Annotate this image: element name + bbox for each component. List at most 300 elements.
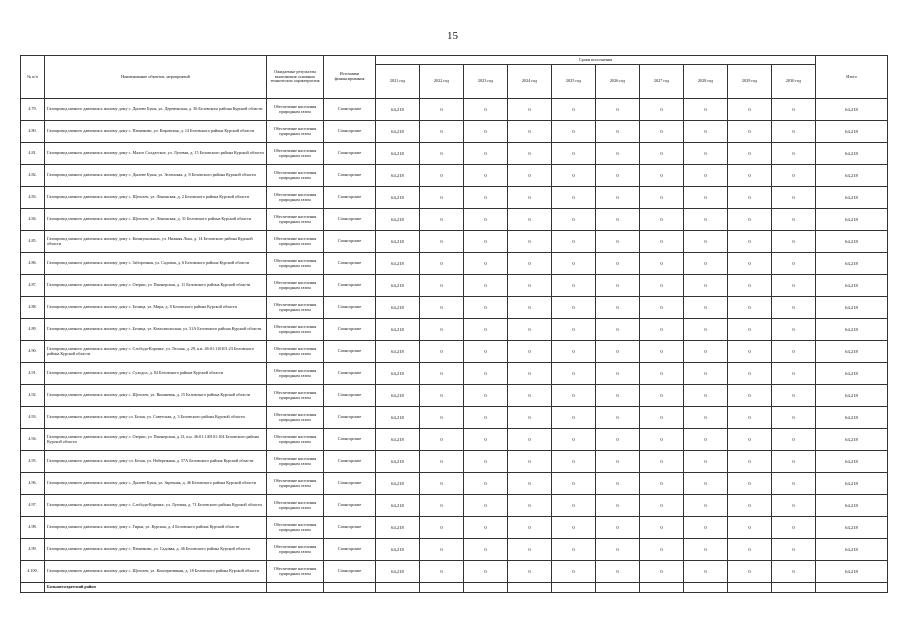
row-year-value: 0 — [728, 297, 772, 319]
row-source: Спонсорские — [324, 253, 376, 275]
row-year-value: 0 — [464, 231, 508, 253]
row-year-value: 0 — [684, 517, 728, 539]
row-name: Газопровод низкого давления к жилому дому с. Белица, ул. Мира, д. 8 Беловского района Курской области — [45, 297, 267, 319]
row-year-value: 0 — [640, 319, 684, 341]
row-year-value: 0 — [772, 99, 816, 121]
section-empty-cell — [596, 583, 640, 593]
header-year: 2025 год — [552, 65, 596, 99]
row-year-value: 0 — [464, 121, 508, 143]
row-source: Спонсорские — [324, 473, 376, 495]
row-number: 4.81. — [21, 143, 45, 165]
row-year-value: 0 — [596, 495, 640, 517]
section-empty-cell — [267, 583, 324, 593]
row-year-value: 0 — [464, 561, 508, 583]
row-year-value: 0 — [552, 539, 596, 561]
row-number: 4.86. — [21, 253, 45, 275]
table-row — [21, 363, 888, 385]
row-name: Газопровод низкого давления к жилому дому с. Щеголек, ул. Вишневая, д. 15 Беловского района Курской области — [45, 385, 267, 407]
row-year-value: 0 — [596, 385, 640, 407]
row-year-value: 0 — [728, 231, 772, 253]
row-year-value: 0 — [508, 209, 552, 231]
row-year-value: 0 — [508, 385, 552, 407]
section-empty-cell — [640, 583, 684, 593]
row-number: 4.93. — [21, 407, 45, 429]
row-year-value: 0 — [464, 319, 508, 341]
row-year-value: 0 — [640, 539, 684, 561]
row-year-value: 0 — [464, 363, 508, 385]
section-row — [21, 583, 888, 593]
row-year-value: 0 — [420, 495, 464, 517]
row-year-value: 0 — [684, 275, 728, 297]
row-year-value: 0 — [728, 319, 772, 341]
row-year-value: 0 — [684, 539, 728, 561]
row-total: 64,218 — [816, 429, 888, 451]
row-source: Спонсорские — [324, 385, 376, 407]
row-year-value: 0 — [772, 495, 816, 517]
row-year-value: 0 — [420, 231, 464, 253]
row-source: Спонсорские — [324, 297, 376, 319]
row-year-value: 0 — [728, 429, 772, 451]
row-source: Спонсорские — [324, 363, 376, 385]
row-year-value: 0 — [728, 275, 772, 297]
row-source: Спонсорские — [324, 99, 376, 121]
section-empty-cell — [420, 583, 464, 593]
row-year-value: 0 — [596, 143, 640, 165]
row-year-value: 0 — [640, 561, 684, 583]
row-year-value: 0 — [552, 385, 596, 407]
row-year-value: 0 — [420, 121, 464, 143]
row-result: Обеспечение населения природным газом — [267, 187, 324, 209]
row-source: Спонсорские — [324, 495, 376, 517]
row-source: Спонсорские — [324, 165, 376, 187]
row-year-value: 0 — [772, 165, 816, 187]
row-year-value: 0 — [420, 429, 464, 451]
section-empty-cell — [21, 583, 45, 593]
row-year-value: 0 — [684, 187, 728, 209]
row-year-value: 0 — [772, 319, 816, 341]
row-year-value: 0 — [596, 121, 640, 143]
row-number: 4.80. — [21, 121, 45, 143]
row-year-value: 0 — [552, 363, 596, 385]
row-year-value: 0 — [464, 253, 508, 275]
row-source: Спонсорские — [324, 187, 376, 209]
row-name: Газопровод низкого давления к жилому дому с. Гирьи, ул. Курская, д. 4 Беловского района Курской области — [45, 517, 267, 539]
row-source: Спонсорские — [324, 121, 376, 143]
row-name: Газопровод низкого давления к жилому дому с. Коммунальных, ул. Нижняя Лока, д. 14 Беловского района Курской области — [45, 231, 267, 253]
row-year-value: 0 — [684, 495, 728, 517]
table-row — [21, 561, 888, 583]
row-result: Обеспечение населения природным газом — [267, 143, 324, 165]
row-total: 64,218 — [816, 451, 888, 473]
row-number: 4.98. — [21, 517, 45, 539]
row-year-value: 0 — [596, 451, 640, 473]
row-year-value: 0 — [772, 253, 816, 275]
row-year-value: 0 — [684, 231, 728, 253]
row-year-value: 0 — [508, 517, 552, 539]
row-year-value: 0 — [552, 429, 596, 451]
section-empty-cell — [728, 583, 772, 593]
row-year-value: 0 — [684, 363, 728, 385]
row-year-value: 64,218 — [376, 451, 420, 473]
row-year-value: 0 — [552, 561, 596, 583]
row-year-value: 0 — [508, 275, 552, 297]
row-year-value: 0 — [596, 363, 640, 385]
row-year-value: 0 — [420, 165, 464, 187]
row-number: 4.90. — [21, 341, 45, 363]
row-year-value: 0 — [640, 517, 684, 539]
table-row — [21, 451, 888, 473]
row-year-value: 0 — [552, 253, 596, 275]
row-name: Газопровод низкого давления к жилому дому с. Малое Солдатское, ул. Луговая, д. 15 Беловского района Курской области — [45, 143, 267, 165]
row-year-value: 0 — [772, 429, 816, 451]
table-row — [21, 253, 888, 275]
table-row — [21, 385, 888, 407]
row-year-value: 0 — [552, 231, 596, 253]
header-no: № п/п — [21, 56, 45, 99]
row-number: 4.97. — [21, 495, 45, 517]
row-year-value: 0 — [464, 473, 508, 495]
row-year-value: 0 — [420, 561, 464, 583]
table-row — [21, 143, 888, 165]
table-row — [21, 209, 888, 231]
row-name: Газопровод низкого давления к жилому дому сл. Белая, ул. Советская, д. 3 Беловского района Курской области — [45, 407, 267, 429]
page-number: 15 — [447, 30, 458, 42]
row-year-value: 0 — [420, 341, 464, 363]
row-number: 4.83. — [21, 187, 45, 209]
row-year-value: 64,218 — [376, 473, 420, 495]
row-number: 4.79. — [21, 99, 45, 121]
row-year-value: 0 — [552, 341, 596, 363]
row-source: Спонсорские — [324, 209, 376, 231]
row-year-value: 0 — [684, 209, 728, 231]
row-total: 64,218 — [816, 561, 888, 583]
row-name: Газопровод низкого давления к жилому дому с. Озерки, ул. Пионерская, д.13, к.н. 46:01:140101:104 Беловского района Курской области — [45, 429, 267, 451]
row-year-value: 0 — [420, 363, 464, 385]
row-year-value: 0 — [772, 517, 816, 539]
row-result: Обеспечение населения природным газом — [267, 297, 324, 319]
row-year-value: 64,218 — [376, 495, 420, 517]
row-year-value: 0 — [464, 187, 508, 209]
table-row — [21, 99, 888, 121]
row-year-value: 0 — [728, 121, 772, 143]
row-year-value: 0 — [640, 121, 684, 143]
row-year-value: 0 — [552, 297, 596, 319]
row-year-value: 0 — [640, 99, 684, 121]
row-year-value: 64,218 — [376, 385, 420, 407]
row-result: Обеспечение населения природным газом — [267, 165, 324, 187]
row-year-value: 0 — [596, 319, 640, 341]
row-total: 64,218 — [816, 473, 888, 495]
row-result: Обеспечение населения природным газом — [267, 539, 324, 561]
row-number: 4.89. — [21, 319, 45, 341]
row-name: Газопровод низкого давления к жилому дому с. Озерки, ул. Пионерская, д. 11 Беловского района Курской области — [45, 275, 267, 297]
row-year-value: 0 — [552, 517, 596, 539]
row-year-value: 0 — [640, 187, 684, 209]
row-year-value: 0 — [420, 385, 464, 407]
row-year-value: 0 — [640, 407, 684, 429]
row-year-value: 0 — [552, 187, 596, 209]
row-year-value: 0 — [596, 275, 640, 297]
row-year-value: 0 — [772, 297, 816, 319]
row-year-value: 0 — [508, 187, 552, 209]
table-row — [21, 165, 888, 187]
row-year-value: 0 — [728, 473, 772, 495]
row-year-value: 64,218 — [376, 99, 420, 121]
header-year: 2023 год — [464, 65, 508, 99]
row-total: 64,218 — [816, 187, 888, 209]
row-year-value: 0 — [420, 319, 464, 341]
row-name: Газопровод низкого давления к жилому дому с. Дылеве Букы, ул. Зеленская, д. 8 Беловского района Курской области — [45, 165, 267, 187]
row-year-value: 0 — [640, 451, 684, 473]
header-total: Итого — [816, 56, 888, 99]
row-year-value: 0 — [640, 165, 684, 187]
row-name: Газопровод низкого давления к жилому дому сл. Белая, ул. Набережная, д. 57А Беловского района Курской области — [45, 451, 267, 473]
row-year-value: 0 — [596, 561, 640, 583]
row-year-value: 0 — [728, 407, 772, 429]
row-number: 4.84. — [21, 209, 45, 231]
table-row — [21, 407, 888, 429]
table-row — [21, 495, 888, 517]
row-year-value: 0 — [508, 99, 552, 121]
row-result: Обеспечение населения природным газом — [267, 451, 324, 473]
row-year-value: 64,218 — [376, 187, 420, 209]
row-year-value: 0 — [728, 253, 772, 275]
row-year-value: 0 — [508, 165, 552, 187]
row-total: 64,218 — [816, 275, 888, 297]
row-year-value: 0 — [728, 341, 772, 363]
section-empty-cell — [772, 583, 816, 593]
row-name: Газопровод низкого давления к жилому дому с. Суходол, д. 84 Беловского района Курской области — [45, 363, 267, 385]
row-year-value: 0 — [640, 253, 684, 275]
row-year-value: 0 — [464, 341, 508, 363]
section-empty-cell — [376, 583, 420, 593]
row-year-value: 0 — [508, 121, 552, 143]
row-name: Газопровод низкого давления к жилому дому с. Заборочная, ул. Садовая, д. 6 Беловского района Курской области — [45, 253, 267, 275]
row-year-value: 0 — [728, 539, 772, 561]
row-year-value: 0 — [728, 99, 772, 121]
row-year-value: 0 — [684, 473, 728, 495]
row-number: 4.94. — [21, 429, 45, 451]
row-year-value: 0 — [772, 385, 816, 407]
section-title: Большесолдатский район — [45, 583, 267, 593]
row-year-value: 0 — [552, 165, 596, 187]
header-year: 2026 год — [596, 65, 640, 99]
row-year-value: 0 — [640, 143, 684, 165]
row-result: Обеспечение населения природным газом — [267, 341, 324, 363]
row-result: Обеспечение населения природным газом — [267, 121, 324, 143]
row-year-value: 0 — [508, 473, 552, 495]
row-year-value: 0 — [508, 429, 552, 451]
row-total: 64,218 — [816, 143, 888, 165]
row-year-value: 0 — [684, 385, 728, 407]
section-empty-cell — [464, 583, 508, 593]
row-year-value: 0 — [596, 99, 640, 121]
row-year-value: 0 — [684, 165, 728, 187]
row-year-value: 0 — [552, 451, 596, 473]
row-year-value: 0 — [596, 407, 640, 429]
row-number: 4.99. — [21, 539, 45, 561]
header-year: 2021 год — [376, 65, 420, 99]
row-year-value: 0 — [596, 187, 640, 209]
row-year-value: 0 — [684, 429, 728, 451]
row-total: 64,218 — [816, 407, 888, 429]
row-year-value: 0 — [684, 561, 728, 583]
row-year-value: 0 — [420, 451, 464, 473]
row-year-value: 64,218 — [376, 143, 420, 165]
table-row — [21, 231, 888, 253]
row-year-value: 0 — [640, 495, 684, 517]
table-row — [21, 539, 888, 561]
row-number: 4.82. — [21, 165, 45, 187]
row-result: Обеспечение населения природным газом — [267, 275, 324, 297]
row-year-value: 64,218 — [376, 275, 420, 297]
table-row — [21, 275, 888, 297]
row-total: 64,218 — [816, 341, 888, 363]
table-row — [21, 297, 888, 319]
table-row — [21, 121, 888, 143]
row-year-value: 0 — [552, 495, 596, 517]
row-year-value: 0 — [508, 253, 552, 275]
row-total: 64,218 — [816, 385, 888, 407]
row-total: 64,218 — [816, 363, 888, 385]
row-year-value: 0 — [464, 495, 508, 517]
row-year-value: 0 — [684, 319, 728, 341]
header-year: 2028 год — [684, 65, 728, 99]
row-result: Обеспечение населения природным газом — [267, 253, 324, 275]
row-year-value: 0 — [772, 121, 816, 143]
row-source: Спонсорские — [324, 341, 376, 363]
row-year-value: 0 — [728, 209, 772, 231]
row-name: Газопровод низкого давления к жилому дому с. Слобода-Коренье, ул. Лесная, д. 29, к.н. 46:01:110101:23 Беловского района Курской области — [45, 341, 267, 363]
row-year-value: 0 — [464, 209, 508, 231]
row-total: 64,218 — [816, 539, 888, 561]
row-source: Спонсорские — [324, 451, 376, 473]
row-year-value: 0 — [420, 187, 464, 209]
row-year-value: 0 — [684, 143, 728, 165]
row-year-value: 0 — [684, 297, 728, 319]
row-year-value: 0 — [552, 473, 596, 495]
row-result: Обеспечение населения природным газом — [267, 429, 324, 451]
row-source: Спонсорские — [324, 517, 376, 539]
row-year-value: 0 — [508, 407, 552, 429]
row-name: Газопровод низкого давления к жилому дому с. Дылеве Букы, ул. Деревенская, д. 36 Беловского района Курской области — [45, 99, 267, 121]
row-year-value: 0 — [596, 341, 640, 363]
section-empty-cell — [324, 583, 376, 593]
row-total: 64,218 — [816, 517, 888, 539]
row-year-value: 0 — [464, 297, 508, 319]
row-total: 64,218 — [816, 495, 888, 517]
row-result: Обеспечение населения природным газом — [267, 231, 324, 253]
row-name: Газопровод низкого давления к жилому дому с. Щеголек, ул. Кооперативная, д. 18 Беловского района Курской области — [45, 561, 267, 583]
row-year-value: 0 — [684, 451, 728, 473]
row-source: Спонсорские — [324, 275, 376, 297]
section-empty-cell — [684, 583, 728, 593]
row-year-value: 64,218 — [376, 539, 420, 561]
row-result: Обеспечение населения природным газом — [267, 561, 324, 583]
row-year-value: 0 — [508, 451, 552, 473]
table-row — [21, 517, 888, 539]
header-year: 2030 год — [772, 65, 816, 99]
row-year-value: 0 — [420, 209, 464, 231]
table-row — [21, 341, 888, 363]
row-year-value: 0 — [640, 275, 684, 297]
row-total: 64,218 — [816, 165, 888, 187]
row-year-value: 0 — [728, 451, 772, 473]
row-year-value: 0 — [420, 517, 464, 539]
row-year-value: 0 — [552, 121, 596, 143]
row-name: Газопровод низкого давления к жилому дому с. Щеголек, ул. Ленинская, д. 31 Беловского района Курской области — [45, 209, 267, 231]
table-row — [21, 319, 888, 341]
row-year-value: 64,218 — [376, 341, 420, 363]
row-year-value: 0 — [420, 253, 464, 275]
row-total: 64,218 — [816, 319, 888, 341]
row-year-value: 0 — [420, 275, 464, 297]
row-year-value: 0 — [772, 363, 816, 385]
row-result: Обеспечение населения природным газом — [267, 407, 324, 429]
row-year-value: 64,218 — [376, 209, 420, 231]
header-year: 2027 год — [640, 65, 684, 99]
table-row — [21, 473, 888, 495]
row-year-value: 0 — [596, 297, 640, 319]
row-year-value: 0 — [772, 209, 816, 231]
row-year-value: 0 — [728, 187, 772, 209]
row-result: Обеспечение населения природным газом — [267, 363, 324, 385]
row-year-value: 0 — [772, 187, 816, 209]
row-number: 4.100. — [21, 561, 45, 583]
row-year-value: 0 — [464, 451, 508, 473]
row-year-value: 0 — [508, 495, 552, 517]
row-year-value: 0 — [420, 539, 464, 561]
row-year-value: 0 — [420, 143, 464, 165]
row-year-value: 0 — [684, 341, 728, 363]
row-year-value: 0 — [728, 143, 772, 165]
row-year-value: 0 — [508, 231, 552, 253]
row-year-value: 0 — [640, 341, 684, 363]
table-row — [21, 187, 888, 209]
row-year-value: 0 — [772, 275, 816, 297]
header-year: 2029 год — [728, 65, 772, 99]
row-year-value: 0 — [684, 407, 728, 429]
header-results: Ожидаемые результаты выполнения основных технических характеристик — [267, 56, 324, 99]
row-year-value: 0 — [464, 407, 508, 429]
header-year: 2024 год — [508, 65, 552, 99]
row-source: Спонсорские — [324, 429, 376, 451]
row-name: Газопровод низкого давления к жилому дому с. Щеголек, ул. Ленинская, д. 2 Беловского района Курской области — [45, 187, 267, 209]
row-year-value: 0 — [640, 231, 684, 253]
row-year-value: 0 — [596, 253, 640, 275]
row-year-value: 0 — [420, 407, 464, 429]
row-year-value: 0 — [420, 473, 464, 495]
row-number: 4.96. — [21, 473, 45, 495]
row-result: Обеспечение населения природным газом — [267, 209, 324, 231]
row-year-value: 64,218 — [376, 429, 420, 451]
row-year-value: 0 — [464, 275, 508, 297]
row-year-value: 0 — [508, 363, 552, 385]
row-source: Спонсорские — [324, 231, 376, 253]
row-year-value: 0 — [596, 517, 640, 539]
row-year-value: 64,218 — [376, 561, 420, 583]
row-year-value: 0 — [684, 121, 728, 143]
row-result: Обеспечение населения природным газом — [267, 517, 324, 539]
row-source: Спонсорские — [324, 539, 376, 561]
row-year-value: 0 — [728, 363, 772, 385]
row-number: 4.95. — [21, 451, 45, 473]
row-year-value: 0 — [640, 297, 684, 319]
row-result: Обеспечение населения природным газом — [267, 319, 324, 341]
row-year-value: 0 — [772, 231, 816, 253]
row-year-value: 0 — [640, 363, 684, 385]
row-year-value: 0 — [684, 253, 728, 275]
